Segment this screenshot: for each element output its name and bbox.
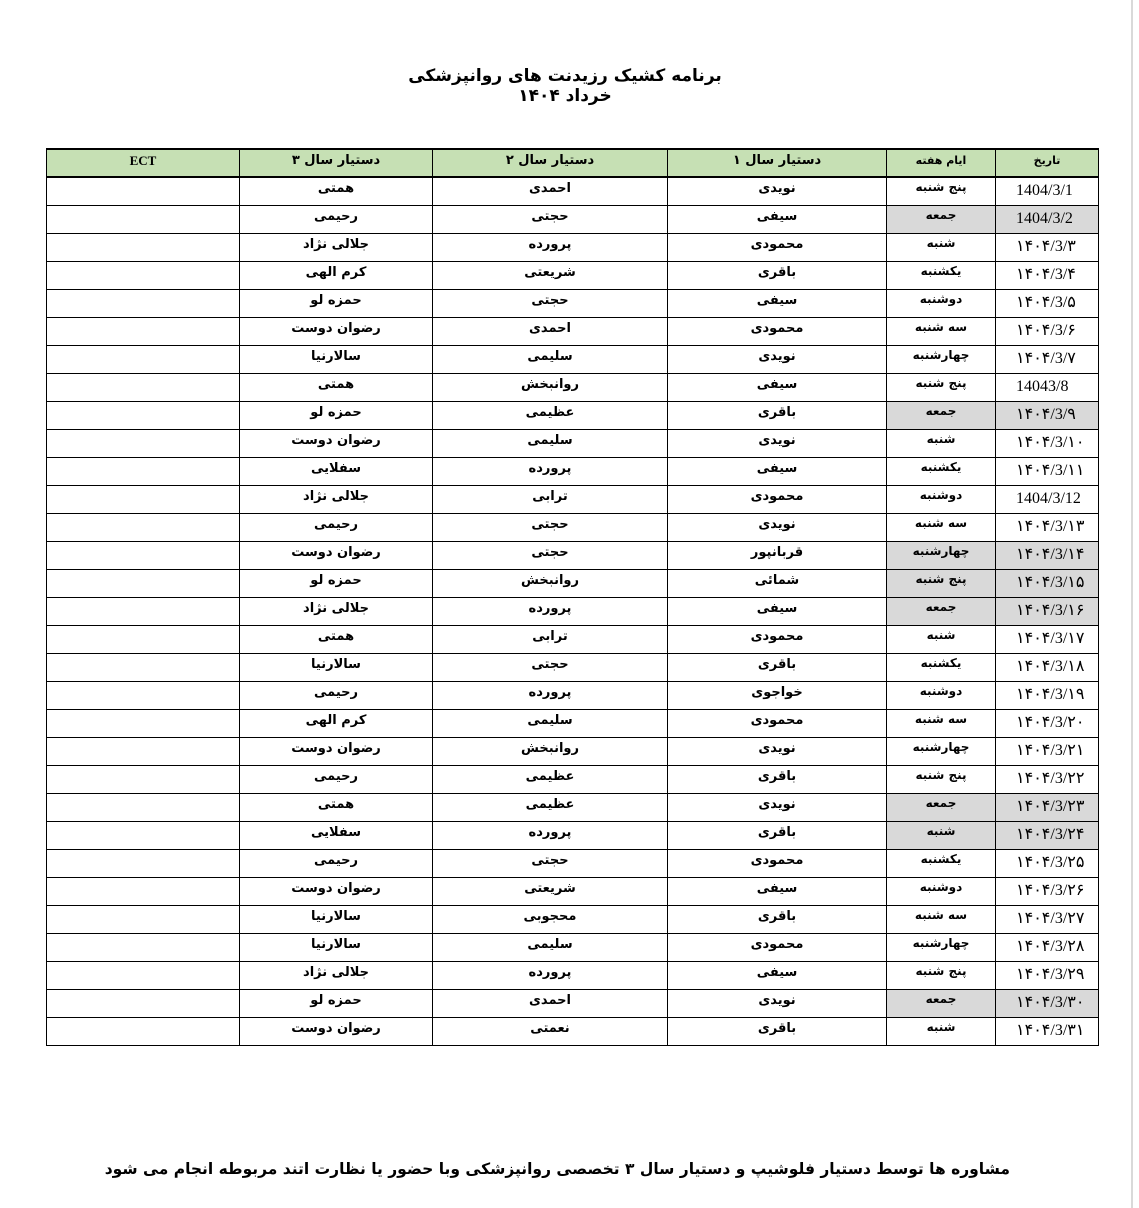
date-cell: ۱۴۰۴/3/۱۶ [996,598,1099,626]
weekday-cell: سه شنبه [887,906,996,934]
year3-resident-cell: سالارنیا [240,346,433,374]
year2-resident-cell: پرورده [433,962,668,990]
year1-resident-cell: شمائی [668,570,887,598]
year3-resident-cell: جلالی نژاد [240,962,433,990]
table-row [47,878,1099,906]
table-row [47,654,1099,682]
ect-cell [47,962,240,990]
date-cell: ۱۴۰۴/3/۱۹ [996,682,1099,710]
year3-resident-cell: همتی [240,374,433,402]
table-row [47,766,1099,794]
year3-resident-cell: رضوان دوست [240,878,433,906]
header-weekday: ایام هفته [887,149,996,177]
year1-resident-cell: نویدی [668,430,887,458]
date-cell: ۱۴۰۴/3/۴ [996,262,1099,290]
date-cell: ۱۴۰۴/3/۷ [996,346,1099,374]
weekday-cell: پنج شنبه [887,962,996,990]
date-cell: ۱۴۰۴/3/۱۵ [996,570,1099,598]
year2-resident-cell: شریعتی [433,878,668,906]
ect-cell [47,234,240,262]
year1-resident-cell: نویدی [668,514,887,542]
year3-resident-cell: رحیمی [240,514,433,542]
year1-resident-cell: باقری [668,1018,887,1046]
year2-resident-cell: پرورده [433,822,668,850]
year3-resident-cell: جلالی نژاد [240,486,433,514]
year1-resident-cell: محمودی [668,626,887,654]
year3-resident-cell: رضوان دوست [240,542,433,570]
date-cell: ۱۴۰۴/3/۵ [996,290,1099,318]
weekday-cell: چهارشنبه [887,934,996,962]
year3-resident-cell: کرم الهی [240,262,433,290]
page-title: برنامه کشیک رزیدنت های روانپزشکی خرداد ۱۴۰۴ [408,66,722,106]
year3-resident-cell: جلالی نژاد [240,598,433,626]
weekday-cell: شنبه [887,822,996,850]
ect-cell [47,598,240,626]
year2-resident-cell: ترابی [433,486,668,514]
year3-resident-cell: رحیمی [240,850,433,878]
ect-cell [47,570,240,598]
date-cell: ۱۴۰۴/3/۲۷ [996,906,1099,934]
year3-resident-cell: حمزه لو [240,290,433,318]
ect-cell [47,402,240,430]
ect-cell [47,710,240,738]
year3-resident-cell: سالارنیا [240,934,433,962]
year2-resident-cell: احمدی [433,990,668,1018]
year2-resident-cell: روانبخش [433,570,668,598]
weekday-cell: دوشنبه [887,486,996,514]
year1-resident-cell: محمودی [668,850,887,878]
weekday-cell: یکشنبه [887,850,996,878]
weekday-cell: پنج شنبه [887,766,996,794]
table-row [47,794,1099,822]
table-row [47,374,1099,402]
year1-resident-cell: خواجوی [668,682,887,710]
year2-resident-cell: سلیمی [433,710,668,738]
year1-resident-cell: محمودی [668,486,887,514]
year2-resident-cell: عظیمی [433,794,668,822]
ect-cell [47,850,240,878]
header-year2: دستیار سال ۲ [433,149,668,177]
year1-resident-cell: باقری [668,402,887,430]
ect-cell [47,1018,240,1046]
table-row [47,850,1099,878]
date-cell: ۱۴۰۴/3/۳۰ [996,990,1099,1018]
weekday-cell: چهارشنبه [887,542,996,570]
table-row [47,682,1099,710]
ect-cell [47,878,240,906]
date-cell: ۱۴۰۴/3/۱۱ [996,458,1099,486]
roster-table [46,148,1099,1046]
year2-resident-cell: احمدی [433,318,668,346]
table-row [47,486,1099,514]
year3-resident-cell: کرم الهی [240,710,433,738]
year1-resident-cell: نویدی [668,346,887,374]
weekday-cell: شنبه [887,234,996,262]
year1-resident-cell: نویدی [668,794,887,822]
footer-note: مشاوره ها توسط دستیار فلوشیپ و دستیار سال ۳ تخصصی روانپزشکی وبا حضور یا نظارت اتند مربوطه انجام می شود [104,1160,1010,1178]
year3-resident-cell: حمزه لو [240,570,433,598]
year1-resident-cell: محمودی [668,318,887,346]
table-row [47,206,1099,234]
ect-cell [47,318,240,346]
date-cell: ۱۴۰۴/3/۱۸ [996,654,1099,682]
year2-resident-cell: پرورده [433,682,668,710]
year2-resident-cell: ترابی [433,626,668,654]
year2-resident-cell: روانبخش [433,374,668,402]
year2-resident-cell: سلیمی [433,430,668,458]
ect-cell [47,682,240,710]
date-cell: 1404/3/12 [996,486,1099,514]
weekday-cell: دوشنبه [887,878,996,906]
year1-resident-cell: باقری [668,766,887,794]
ect-cell [47,262,240,290]
year2-resident-cell: روانبخش [433,738,668,766]
table-row [47,542,1099,570]
year1-resident-cell: سیفی [668,962,887,990]
weekday-cell: دوشنبه [887,682,996,710]
year2-resident-cell: حجتی [433,514,668,542]
table-row [47,514,1099,542]
date-cell: ۱۴۰۴/3/۲۳ [996,794,1099,822]
year3-resident-cell: رضوان دوست [240,318,433,346]
year3-resident-cell: رضوان دوست [240,738,433,766]
table-row [47,346,1099,374]
table-row [47,402,1099,430]
date-cell: ۱۴۰۴/3/۱۰ [996,430,1099,458]
date-cell: ۱۴۰۴/3/۲۰ [996,710,1099,738]
year1-resident-cell: باقری [668,262,887,290]
year1-resident-cell: سیفی [668,458,887,486]
header-row [47,149,1099,177]
year1-resident-cell: نویدی [668,738,887,766]
ect-cell [47,542,240,570]
table-row [47,906,1099,934]
year2-resident-cell: احمدی [433,177,668,206]
date-cell: ۱۴۰۴/3/۲۵ [996,850,1099,878]
table-row [47,962,1099,990]
ect-cell [47,486,240,514]
year2-resident-cell: حجتی [433,654,668,682]
table-row [47,262,1099,290]
weekday-cell: شنبه [887,626,996,654]
table-row [47,822,1099,850]
date-cell: ۱۴۰۴/3/۳ [996,234,1099,262]
year2-resident-cell: حجتی [433,290,668,318]
date-cell: ۱۴۰۴/3/۲۴ [996,822,1099,850]
table-row [47,177,1099,206]
year1-resident-cell: نویدی [668,177,887,206]
date-cell: ۱۴۰۴/3/۳۱ [996,1018,1099,1046]
date-cell: 14043/8 [996,374,1099,402]
page-edge [1131,0,1133,1208]
year2-resident-cell: حجتی [433,206,668,234]
year1-resident-cell: محمودی [668,710,887,738]
weekday-cell: سه شنبه [887,514,996,542]
ect-cell [47,766,240,794]
weekday-cell: جمعه [887,598,996,626]
year3-resident-cell: سالارنیا [240,654,433,682]
ect-cell [47,738,240,766]
year2-resident-cell: سلیمی [433,934,668,962]
year1-resident-cell: سیفی [668,290,887,318]
date-cell: 1404/3/2 [996,206,1099,234]
header-year3: دستیار سال ۳ [240,149,433,177]
weekday-cell: دوشنبه [887,290,996,318]
weekday-cell: پنج شنبه [887,177,996,206]
ect-cell [47,822,240,850]
weekday-cell: شنبه [887,1018,996,1046]
year1-resident-cell: محمودی [668,934,887,962]
date-cell: ۱۴۰۴/3/۱۴ [996,542,1099,570]
ect-cell [47,374,240,402]
weekday-cell: یکشنبه [887,458,996,486]
date-cell: ۱۴۰۴/3/۲۲ [996,766,1099,794]
table-row [47,990,1099,1018]
year1-resident-cell: سیفی [668,374,887,402]
table-row [47,626,1099,654]
year1-resident-cell: قربانپور [668,542,887,570]
year1-resident-cell: باقری [668,906,887,934]
weekday-cell: سه شنبه [887,710,996,738]
ect-cell [47,654,240,682]
ect-cell [47,626,240,654]
weekday-cell: چهارشنبه [887,738,996,766]
year2-resident-cell: محجوبی [433,906,668,934]
weekday-cell: یکشنبه [887,262,996,290]
date-cell: ۱۴۰۴/3/۲۸ [996,934,1099,962]
weekday-cell: سه شنبه [887,318,996,346]
date-cell: ۱۴۰۴/3/۲۱ [996,738,1099,766]
table-row [47,710,1099,738]
ect-cell [47,206,240,234]
year3-resident-cell: همتی [240,177,433,206]
year3-resident-cell: رحیمی [240,766,433,794]
year3-resident-cell: حمزه لو [240,402,433,430]
year2-resident-cell: پرورده [433,458,668,486]
table-row [47,234,1099,262]
year3-resident-cell: رحیمی [240,682,433,710]
year3-resident-cell: جلالی نژاد [240,234,433,262]
roster-body [47,177,1099,1046]
year2-resident-cell: شریعتی [433,262,668,290]
year1-resident-cell: سیفی [668,206,887,234]
date-cell: ۱۴۰۴/3/۲۹ [996,962,1099,990]
weekday-cell: جمعه [887,206,996,234]
year2-resident-cell: عظیمی [433,766,668,794]
table-row [47,318,1099,346]
year3-resident-cell: سفلایی [240,458,433,486]
date-cell: 1404/3/1 [996,177,1099,206]
weekday-cell: شنبه [887,430,996,458]
date-cell: ۱۴۰۴/3/۱۷ [996,626,1099,654]
year2-resident-cell: پرورده [433,598,668,626]
date-cell: ۱۴۰۴/3/۶ [996,318,1099,346]
year2-resident-cell: نعمتی [433,1018,668,1046]
year3-resident-cell: حمزه لو [240,990,433,1018]
ect-cell [47,514,240,542]
year2-resident-cell: حجتی [433,850,668,878]
table-row [47,1018,1099,1046]
weekday-cell: جمعه [887,402,996,430]
weekday-cell: یکشنبه [887,654,996,682]
year1-resident-cell: باقری [668,654,887,682]
year1-resident-cell: سیفی [668,598,887,626]
ect-cell [47,794,240,822]
ect-cell [47,290,240,318]
weekday-cell: پنج شنبه [887,374,996,402]
ect-cell [47,990,240,1018]
table-row [47,430,1099,458]
year2-resident-cell: سلیمی [433,346,668,374]
ect-cell [47,346,240,374]
year2-resident-cell: پرورده [433,234,668,262]
table-row [47,738,1099,766]
year3-resident-cell: سفلایی [240,822,433,850]
year3-resident-cell: رضوان دوست [240,1018,433,1046]
weekday-cell: جمعه [887,990,996,1018]
ect-cell [47,458,240,486]
year1-resident-cell: محمودی [668,234,887,262]
year1-resident-cell: سیفی [668,878,887,906]
year3-resident-cell: رضوان دوست [240,430,433,458]
table-row [47,934,1099,962]
ect-cell [47,906,240,934]
table-row [47,458,1099,486]
date-cell: ۱۴۰۴/3/۹ [996,402,1099,430]
year2-resident-cell: عظیمی [433,402,668,430]
ect-cell [47,934,240,962]
header-ect: ECT [47,149,240,177]
year3-resident-cell: همتی [240,626,433,654]
table-row [47,570,1099,598]
year3-resident-cell: همتی [240,794,433,822]
date-cell: ۱۴۰۴/3/۱۳ [996,514,1099,542]
year2-resident-cell: حجتی [433,542,668,570]
weekday-cell: پنج شنبه [887,570,996,598]
weekday-cell: جمعه [887,794,996,822]
ect-cell [47,177,240,206]
year1-resident-cell: نویدی [668,990,887,1018]
year3-resident-cell: رحیمی [240,206,433,234]
date-cell: ۱۴۰۴/3/۲۶ [996,878,1099,906]
year3-resident-cell: سالارنیا [240,906,433,934]
weekday-cell: چهارشنبه [887,346,996,374]
header-date: تاریخ [996,149,1099,177]
header-year1: دستیار سال ۱ [668,149,887,177]
table-row [47,290,1099,318]
year1-resident-cell: باقری [668,822,887,850]
table-row [47,598,1099,626]
ect-cell [47,430,240,458]
